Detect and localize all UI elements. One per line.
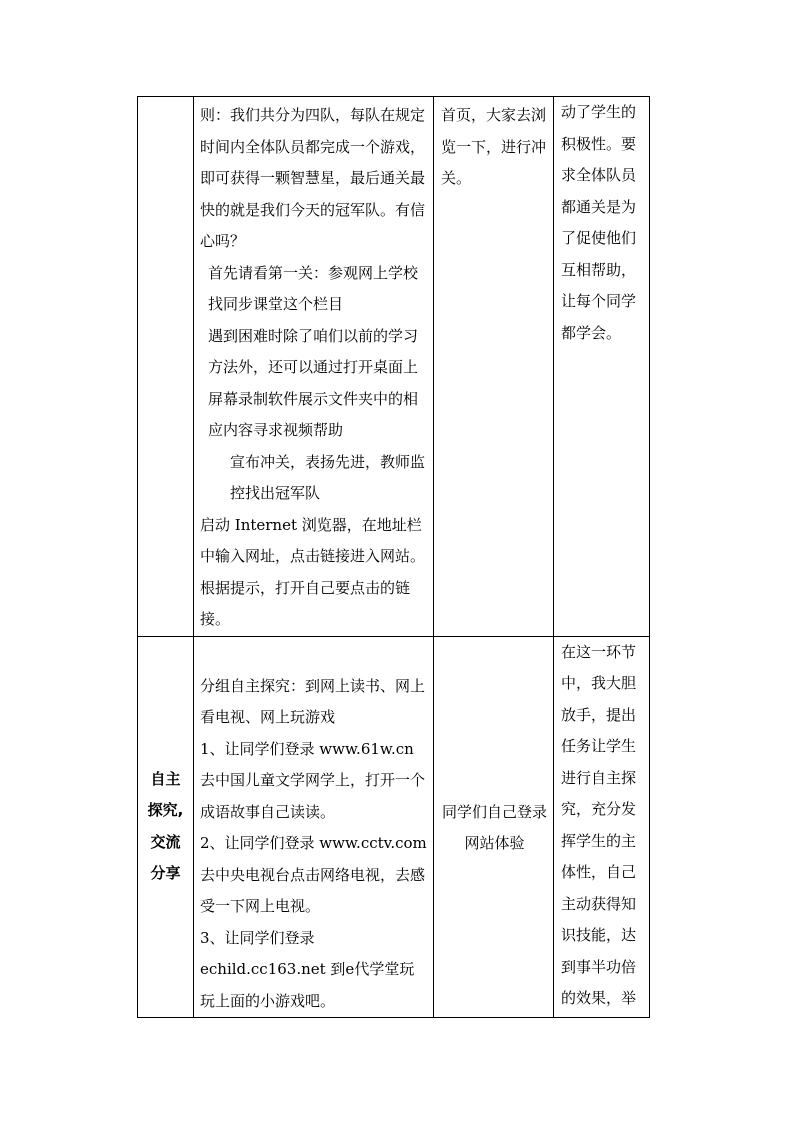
paragraph-task-3: 3、让同学们登录 echild.cc163.net 到e代学堂玩玩上面的小游戏吧。 bbox=[200, 928, 415, 1010]
student-activity-text: 首页，大家去浏览一下，进行冲关。 bbox=[441, 106, 547, 187]
design-intent-text: 在这一环节中，我大胆放手，提出任务让学生进行自主探究，充分发挥学生的主体性，自己主动获得知识技能，达到事半功倍的效果，举 bbox=[561, 642, 637, 1007]
paragraph-task-2: 2、让同学们登录 www.cctv.com 去中央电视台点击网络电视，去感受一下网上电视。 bbox=[200, 834, 427, 915]
design-intent-text: 动了学生的积极性。要求全体队员都通关是为了促使他们互相帮助，让每个同学都学会。 bbox=[561, 103, 637, 342]
student-activity-cell bbox=[434, 97, 554, 637]
teacher-activity-cell bbox=[194, 97, 434, 637]
lesson-plan-table bbox=[137, 96, 650, 1018]
paragraph-rules: 则：我们共分为四队，每队在规定时间内全体队员都完成一个游戏，即可获得一颗智慧星，最后通关最快的就是我们今天的冠军队。有信心吗？ bbox=[200, 106, 426, 250]
section-label-cell bbox=[138, 636, 194, 1018]
student-activity-text: 同学们自己登录网站体验 bbox=[441, 802, 547, 853]
section-label-cell-empty bbox=[138, 97, 194, 637]
section-label-line: 交流 bbox=[150, 832, 181, 851]
section-label-line: 分享 bbox=[150, 864, 181, 883]
table-row bbox=[138, 97, 650, 637]
table-row bbox=[138, 636, 650, 1018]
paragraph-find-column: 找同步课堂这个栏目 bbox=[208, 295, 344, 313]
section-label-line: 探究, bbox=[147, 801, 184, 820]
section-label-line: 自主 bbox=[150, 769, 181, 788]
paragraph-announce: 宣布冲关，表扬先进，教师监控找出冠军队 bbox=[230, 452, 426, 502]
design-intent-cell bbox=[554, 636, 650, 1018]
student-activity-cell bbox=[434, 636, 554, 1018]
paragraph-first-level: 首先请看第一关：参观网上学校 bbox=[208, 263, 419, 282]
paragraph-group-explore: 分组自主探究：到网上读书、网上看电视、网上玩游戏 bbox=[200, 676, 426, 726]
paragraph-task-1: 1、让同学们登录 www.61w.cn 去中国儿童文学网学上，打开一个成语故事自己读读。 bbox=[200, 739, 426, 821]
teacher-activity-cell bbox=[194, 636, 434, 1018]
paragraph-help-method: 遇到困难时除了咱们以前的学习方法外，还可以通过打开桌面上屏幕录制软件展示文件夹中的相应内容寻求视频帮助 bbox=[208, 326, 419, 439]
paragraph-browser-steps: 启动 Internet 浏览器，在地址栏中输入网址，点击链接进入网站。根据提示，打开自己要点击的链接。 bbox=[200, 515, 426, 628]
design-intent-cell bbox=[554, 97, 650, 637]
